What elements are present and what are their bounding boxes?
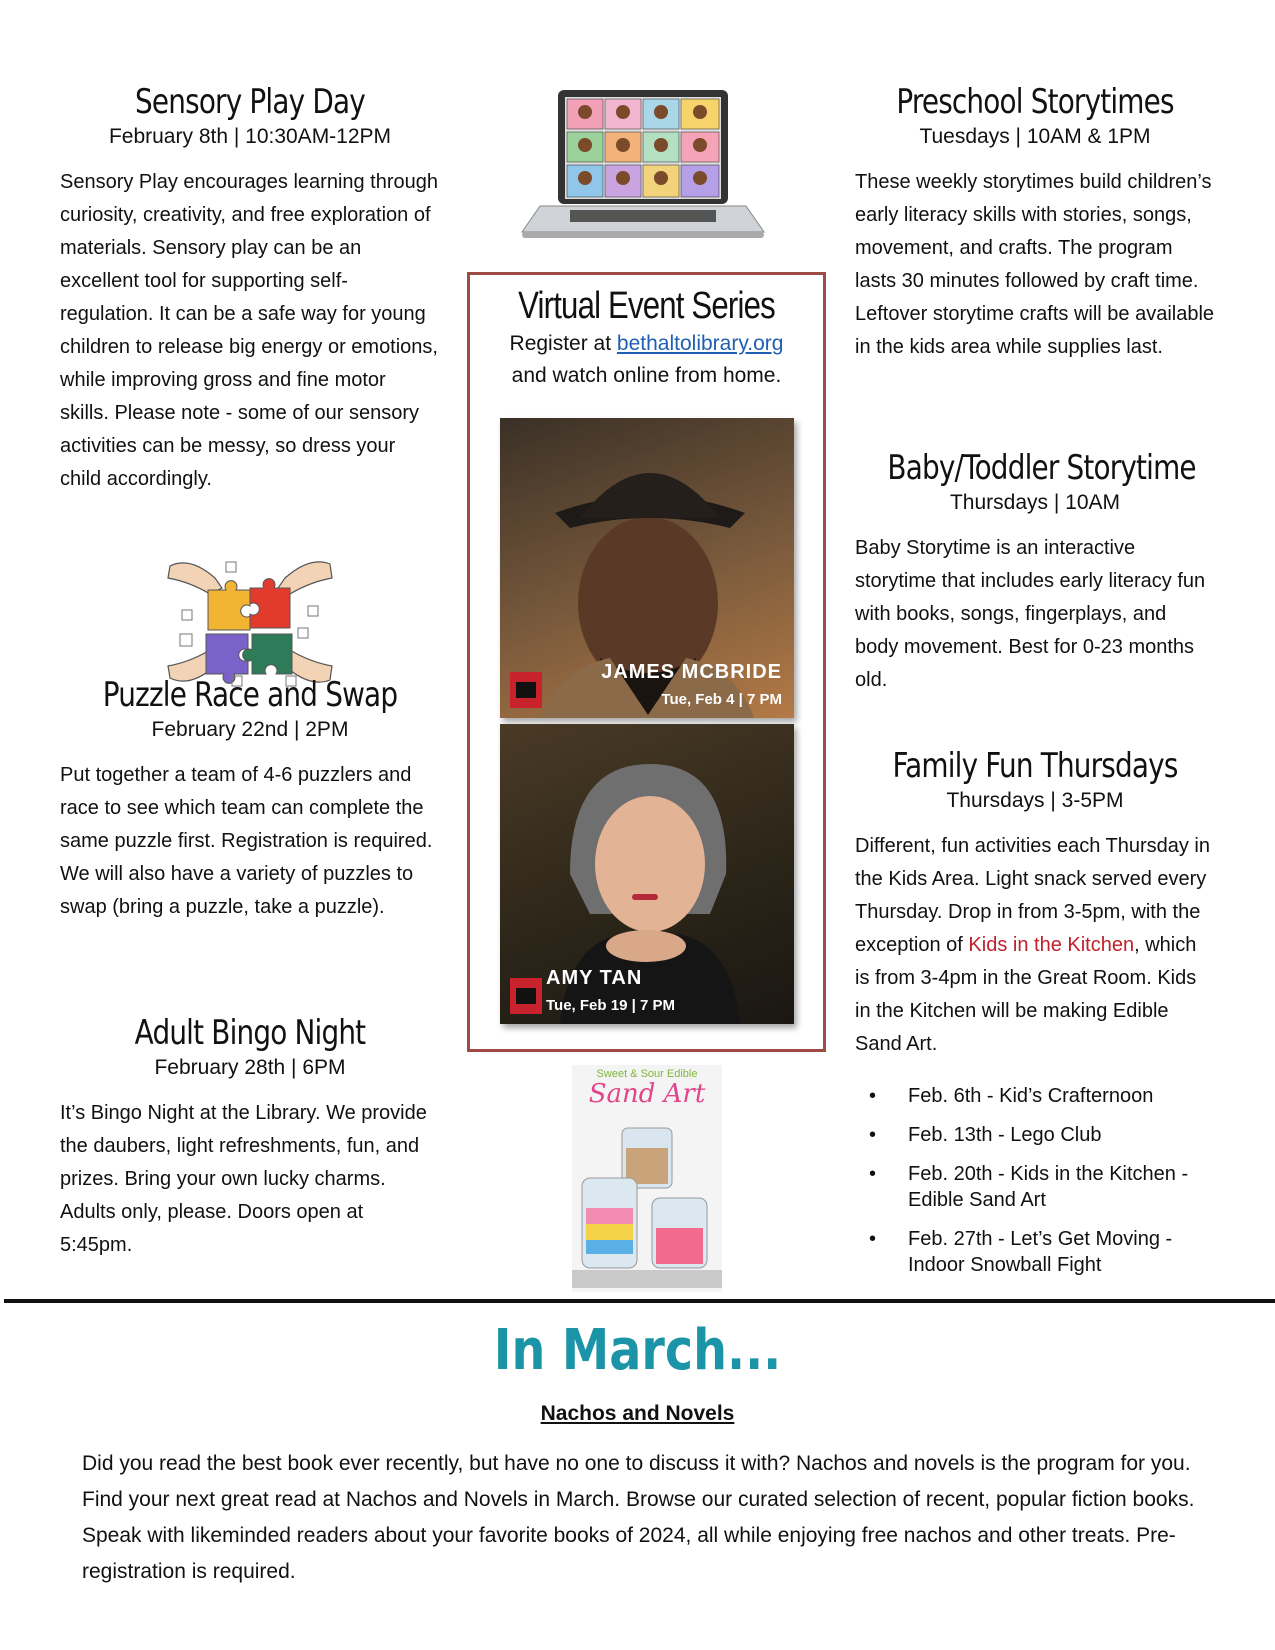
- baby-toddler-section: [855, 448, 1215, 697]
- puzzle-title: Puzzle Race and Swap: [102, 675, 398, 715]
- bingo-body: It’s Bingo Night at the Library. We provide the daubers, light refreshments, fun, and prizes. Bring your own lucky charms. Adults only, please. Doors open at 5:45pm.: [60, 1102, 427, 1256]
- sand-art-kicker: Sweet & Sour Edible: [596, 1068, 698, 1080]
- family-fun-body-start: Different, fun activities each Thursday in the Kids Area. Light snack served every Thursday. Drop in from 3-5pm, with the exception of: [855, 835, 1210, 956]
- puzzle-hands-illustration: [160, 548, 340, 696]
- virtual-event-title: Virtual Event Series: [518, 285, 775, 327]
- amy-tan-event-photo[interactable]: [500, 724, 794, 1024]
- family-fun-when: Thursdays | 3-5PM: [946, 789, 1124, 812]
- family-fun-body-end: , which is from 3-4pm in the Great Room. Kids in the Kitchen will be making Edible Sand Art.: [855, 934, 1197, 1055]
- event-date: Tue, Feb 19 | 7 PM: [546, 997, 675, 1014]
- family-fun-schedule: [855, 1083, 1215, 1278]
- list-item: • Feb. 20th - Kids in the Kitchen - Edible Sand Art: [855, 1161, 1215, 1213]
- preschool-section: [855, 82, 1215, 364]
- preschool-when: Tuesdays | 10AM & 1PM: [919, 125, 1151, 148]
- register-suffix: and watch online from home.: [511, 364, 782, 387]
- list-item: • Feb. 13th - Lego Club: [855, 1122, 1215, 1148]
- family-fun-body: [855, 830, 1215, 1061]
- list-item: • Feb. 27th - Let’s Get Moving - Indoor Snowball Fight: [855, 1226, 1215, 1278]
- family-fun-section: [855, 746, 1215, 1291]
- event-date: Tue, Feb 4 | 7 PM: [661, 691, 782, 708]
- bingo-section: [60, 1013, 440, 1262]
- bingo-when: February 28th | 6PM: [154, 1056, 346, 1079]
- sensory-section: [60, 82, 440, 496]
- preschool-title: Preschool Storytimes: [896, 82, 1174, 122]
- kids-in-kitchen-link[interactable]: Kids in the Kitchen: [968, 934, 1135, 956]
- bingo-title: Adult Bingo Night: [134, 1013, 366, 1053]
- event-speaker-name: JAMES MCBRIDE: [601, 661, 782, 683]
- event-speaker-name: AMY TAN: [546, 967, 643, 989]
- sand-art-title: Sand Art: [588, 1079, 706, 1109]
- illinois-libraries-logo: [510, 978, 542, 1014]
- baby-toddler-body: Baby Storytime is an interactive storytime that includes early literacy fun with books, songs, fingerplays, and body movement. Best for 0-23 months old.: [855, 537, 1206, 691]
- march-heading: In March...: [493, 1318, 782, 1383]
- sand-art-poster: [572, 1065, 722, 1292]
- family-fun-title: Family Fun Thursdays: [892, 746, 1178, 786]
- baby-toddler-when: Thursdays | 10AM: [949, 491, 1121, 514]
- sand-jars-image: [572, 1108, 722, 1288]
- sensory-body: Sensory Play encourages learning through curiosity, creativity, and free exploration of materials. Sensory play can be an excellent tool for supporting self-regulation. It can be a safe way for young children to release big energy or emotions, while improving gross and fine motor skills. Please note - some of our sensory activities can be messy, so dress your child accordingly.: [60, 171, 439, 490]
- section-divider: [4, 1299, 1275, 1303]
- puzzle-section: [60, 675, 440, 924]
- sensory-title: Sensory Play Day: [135, 82, 365, 122]
- library-website-link[interactable]: bethaltolibrary.org: [616, 332, 784, 355]
- illinois-libraries-logo: [510, 672, 542, 708]
- register-line: [470, 328, 823, 360]
- amy-tan-portrait: [500, 724, 794, 1024]
- james-mcbride-event-photo[interactable]: [500, 418, 794, 718]
- laptop-video-call-illustration: [520, 88, 765, 250]
- list-item: • Feb. 6th - Kid’s Crafternoon: [855, 1083, 1215, 1109]
- sensory-when: February 8th | 10:30AM-12PM: [108, 125, 392, 148]
- puzzle-body: Put together a team of 4-6 puzzlers and race to see which team can complete the same puzzle first. Registration is required. We will also have a variety of puzzles to swap (bring a puzzle, take a puzzle).: [60, 764, 433, 918]
- nachos-novels-body: Did you read the best book ever recently, but have no one to discuss it with? Nachos and novels is the program for you. Find your next great read at Nachos and Novels in March. Browse our curated selection of recent, popular fiction books. Speak with likeminded readers about your favorite books of 2024, all while enjoying free nachos and other treats. Pre-registration is required.: [82, 1452, 1195, 1583]
- register-prefix: Register at: [509, 332, 617, 355]
- nachos-novels-title: Nachos and Novels: [540, 1402, 735, 1425]
- preschool-body: These weekly storytimes build children’s early literacy skills with stories, songs, movement, and crafts. The program lasts 30 minutes followed by craft time. Leftover storytime crafts will be available in the kids area while supplies last.: [855, 171, 1215, 358]
- puzzle-when: February 22nd | 2PM: [151, 718, 349, 741]
- baby-toddler-title: Baby/Toddler Storytime: [887, 448, 1196, 488]
- virtual-event-box: [467, 272, 826, 1052]
